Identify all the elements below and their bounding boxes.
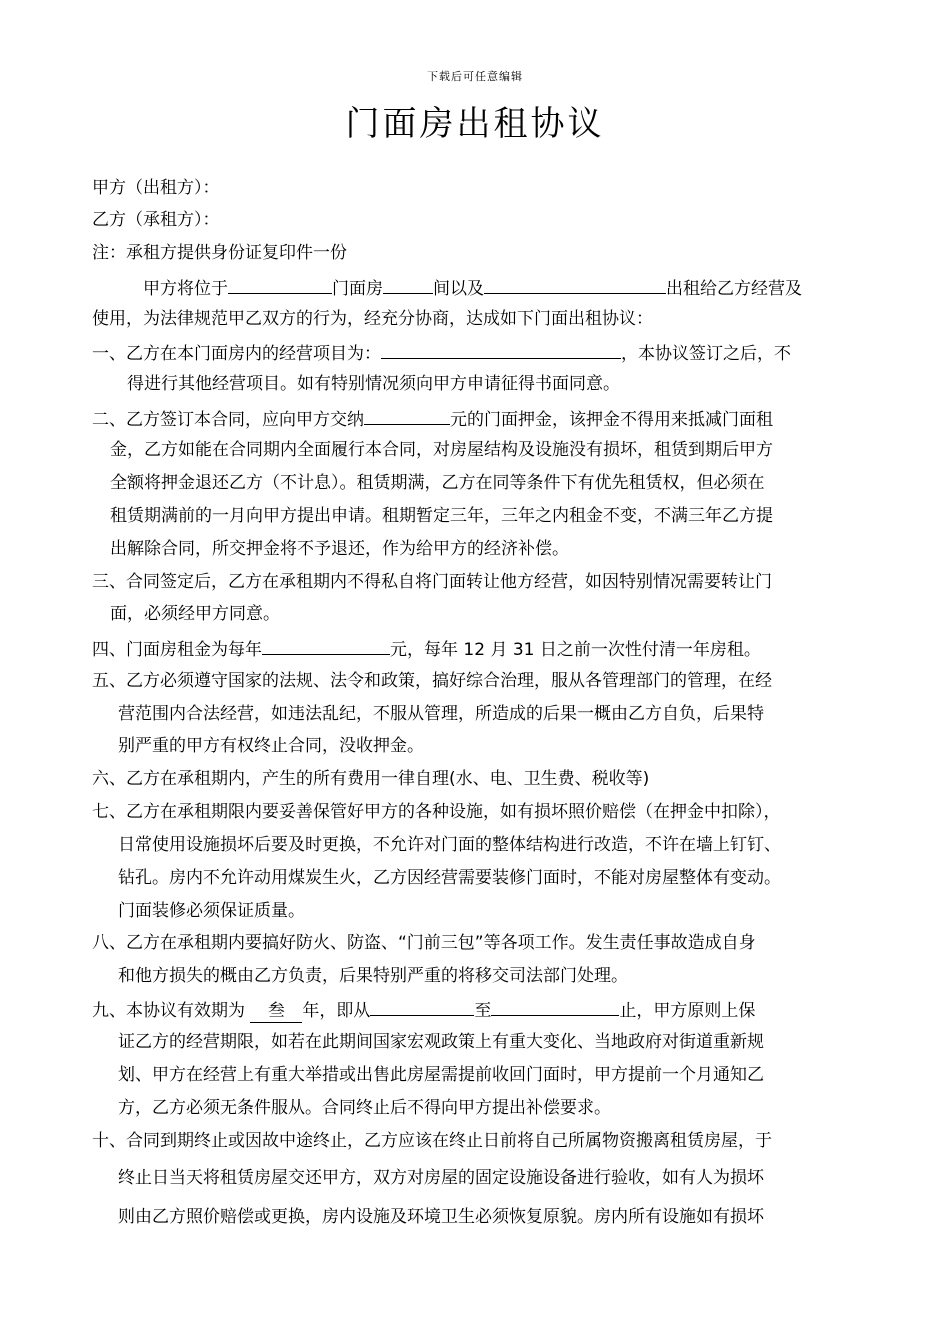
clause-6-line-1: 六、乙方在承租期内，产生的所有费用一律自理(水、电、卫生费、税收等) (92, 769, 650, 789)
clause-1-line-1 (92, 341, 791, 365)
intro-text-1: 甲方将位于 (143, 279, 228, 299)
clause-2-text-2: 元的门面押金，该押金不得用来抵减门面租 (450, 410, 773, 430)
start-date-blank (370, 998, 474, 1016)
note-line: 注：承租方提供身份证复印件一份 (92, 243, 347, 263)
document-title: 门面房出租协议 (345, 104, 605, 144)
clause-9-text-1: 九、本协议有效期为 (92, 1001, 245, 1021)
clause-4-line-1 (92, 637, 761, 661)
clause-3-line-1: 三、合同签定后，乙方在承租期内不得私自将门面转让他方经营，如因特别情况需要转让门 (92, 572, 772, 592)
clause-4-text-2: 元，每年 12 月 31 日之前一次性付清一年房租。 (390, 640, 761, 660)
term-years-value: 叁 (250, 1000, 302, 1023)
end-date-blank (491, 998, 619, 1016)
clause-7-line-1: 七、乙方在承租期限内要妥善保管好甲方的各种设施，如有损坏照价赔偿（在押金中扣除）， (92, 802, 781, 822)
header-note: 下载后可任意编辑 (427, 70, 523, 83)
clause-9-line-1 (92, 998, 755, 1023)
clause-1-text-2: ，本协议签订之后，不 (621, 344, 791, 364)
party-b-line: 乙方（承租方）： (92, 210, 220, 230)
clause-8-line-2: 和他方损失的概由乙方负责，后果特别严重的将移交司法部门处理。 (118, 966, 628, 986)
clause-4-text-1: 四、门面房租金为每年 (92, 640, 262, 660)
clause-9-text-2: 年，即从 (302, 1001, 371, 1021)
clause-9-line-2: 证乙方的经营期限，如若在此期间国家宏观政策上有重大变化、当地政府对街道重新规 (118, 1032, 764, 1052)
intro-text-3: 间以及 (433, 279, 484, 299)
clause-2-line-2: 金，乙方如能在合同期内全面履行本合同，对房屋结构及设施没有损坏，租赁到期后甲方 (110, 440, 773, 460)
clause-3-line-2: 面，必须经甲方同意。 (110, 604, 280, 624)
extra-property-blank (484, 276, 666, 294)
clause-9-text-4: 止，甲方原则上保 (619, 1001, 756, 1021)
clause-5-line-1: 五、乙方必须遵守国家的法规、法令和政策，搞好综合治理，服从各管理部门的管理，在经 (92, 671, 772, 691)
clause-1-text-1: 一、乙方在本门面房内的经营项目为： (92, 344, 381, 364)
clause-2-text-1: 二、乙方签订本合同，应向甲方交纳 (92, 410, 364, 430)
location-blank (228, 276, 332, 294)
clause-5-line-3: 别严重的甲方有权终止合同，没收押金。 (118, 736, 424, 756)
intro-text-2: 门面房 (332, 279, 383, 299)
clause-9-line-3: 划、甲方在经营上有重大举措或出售此房屋需提前收回门面时，甲方提前一个月通知乙 (118, 1065, 764, 1085)
deposit-blank (364, 407, 450, 425)
annual-rent-blank (262, 637, 390, 655)
clause-9-text-3: 至 (474, 1001, 492, 1021)
room-count-blank (383, 276, 433, 294)
intro-line-2: 使用，为法律规范甲乙双方的行为，经充分协商，达成如下门面出租协议： (92, 309, 653, 329)
clause-7-line-2: 日常使用设施损坏后要及时更换，不允许对门面的整体结构进行改造，不许在墙上钉钉、 (118, 835, 781, 855)
intro-line-1 (143, 276, 802, 300)
clause-2-line-5: 出解除合同，所交押金将不予退还，作为给甲方的经济补偿。 (110, 539, 569, 559)
business-scope-blank (381, 341, 621, 359)
clause-10-line-2: 终止日当天将租赁房屋交还甲方，双方对房屋的固定设施设备进行验收，如有人为损坏 (118, 1168, 764, 1188)
clause-10-line-3: 则由乙方照价赔偿或更换，房内设施及环境卫生必须恢复原貌。房内所有设施如有损坏 (118, 1207, 764, 1227)
clause-7-line-4: 门面装修必须保证质量。 (118, 901, 305, 921)
clause-8-line-1: 八、乙方在承租期内要搞好防火、防盗、“门前三包”等各项工作。发生责任事故造成自身 (92, 933, 756, 953)
clause-2-line-3: 全额将押金退还乙方（不计息）。租赁期满，乙方在同等条件下有优先租赁权，但必须在 (110, 473, 765, 493)
clause-10-line-1: 十、合同到期终止或因故中途终止，乙方应该在终止日前将自己所属物资搬离租赁房屋，于 (92, 1131, 772, 1151)
party-a-line: 甲方（出租方）： (92, 178, 220, 198)
intro-text-4: 出租给乙方经营及 (666, 279, 802, 299)
clause-7-line-3: 钻孔。房内不允许动用煤炭生火，乙方因经营需要装修门面时，不能对房屋整体有变动。 (118, 868, 781, 888)
clause-1-line-2: 得进行其他经营项目。如有特别情况须向甲方申请征得书面同意。 (127, 374, 620, 394)
clause-2-line-4: 租赁期满前的一月向甲方提出申请。租期暂定三年，三年之内租金不变，不满三年乙方提 (110, 506, 773, 526)
clause-5-line-2: 营范围内合法经营，如违法乱纪，不服从管理，所造成的后果一概由乙方自负，后果特 (118, 704, 764, 724)
clause-2-line-1 (92, 407, 773, 431)
clause-9-line-4: 方，乙方必须无条件服从。合同终止后不得向甲方提出补偿要求。 (118, 1098, 611, 1118)
